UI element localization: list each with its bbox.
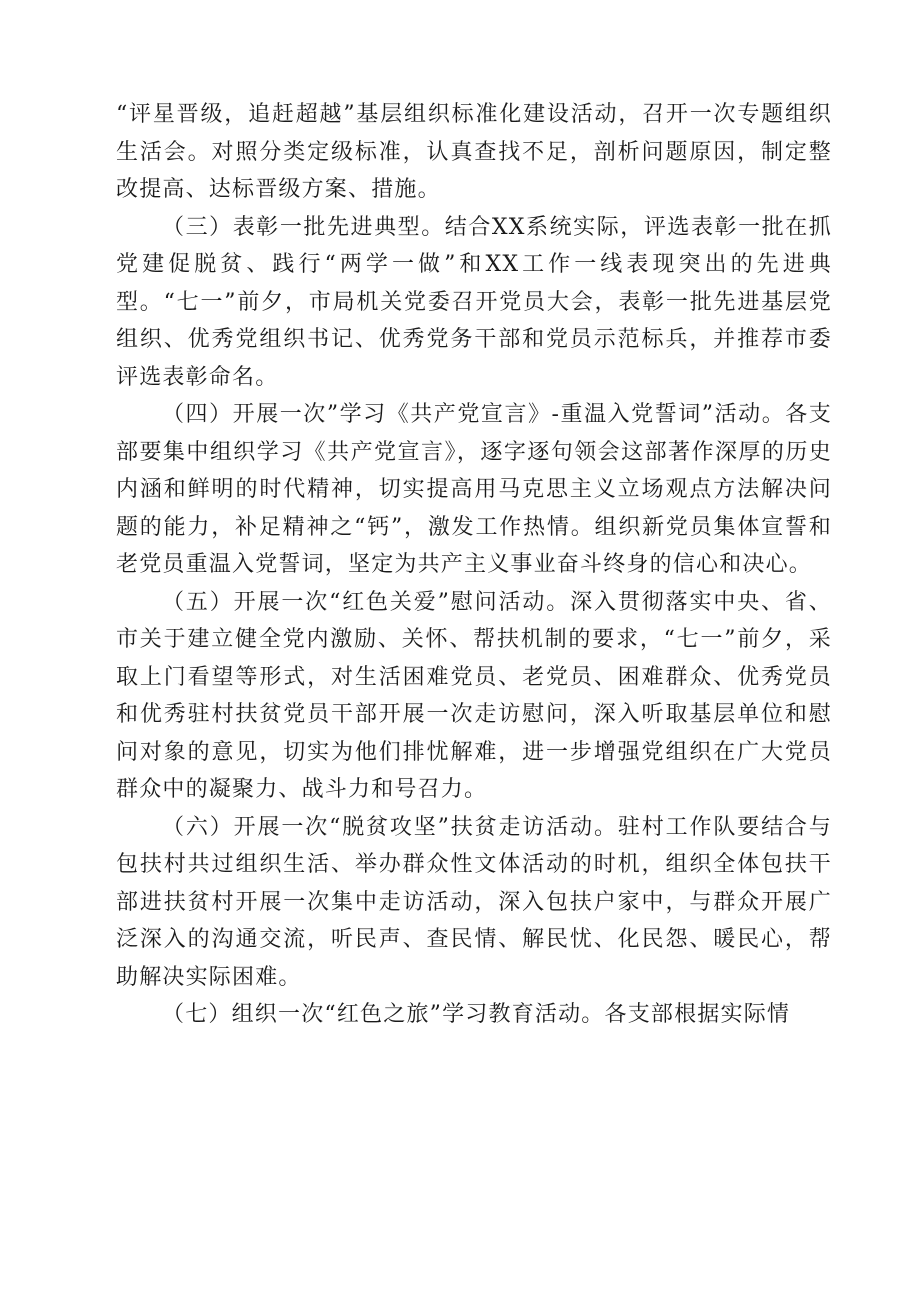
document-page (116, 96, 832, 1034)
paragraph-item-7: （七）组织一次“红色之旅”学习教育活动。各支部根据实际情 (162, 1002, 791, 1027)
paragraph-item-6: （六）开展一次“脱贫攻坚”扶贫走访活动。驻村工作队要结合与包扶村共过组织生活、举办群众性文体活动的时机，组织全体包扶干部进扶贫村开展一次集中走访活动，深入包扶户家中，与群众开展广泛深入的沟通交流，听民声、查民情、解民忧、化民怨、暖民心，帮助解决实际困难。 (116, 814, 832, 990)
paragraph-item-3: （三）表彰一批先进典型。结合XX系统实际，评选表彰一批在抓党建促脱贫、践行“两学一做”和XX工作一线表现突出的先进典型。“七一”前夕，市局机关党委召开党员大会，表彰一批先进基层党组织、优秀党组织书记、优秀党务干部和党员示范标兵，并推荐市委评选表彰命名。 (116, 214, 832, 390)
paragraph-continuation: “评星晋级，追赶超越”基层组织标准化建设活动，召开一次专题组织生活会。对照分类定级标准，认真查找不足，剖析问题原因，制定整改提高、达标晋级方案、措施。 (116, 102, 832, 202)
paragraph-item-5: （五）开展一次“红色关爱”慰问活动。深入贯彻落实中央、省、市关于建立健全党内激励、关怀、帮扶机制的要求，“七一”前夕，采取上门看望等形式，对生活困难党员、老党员、困难群众、优秀党员和优秀驻村扶贫党员干部开展一次走访慰问，深入听取基层单位和慰问对象的意见，切实为他们排忧解难，进一步增强党组织在广大党员群众中的凝聚力、战斗力和号召力。 (116, 589, 832, 802)
paragraph-item-4: （四）开展一次”学习《共产党宣言》-重温入党誓词”活动。各支部要集中组织学习《共产党宣言》，逐字逐句领会这部著作深厚的历史内涵和鲜明的时代精神，切实提高用马克思主义立场观点方法解决问题的能力，补足精神之“钙”，激发工作热情。组织新党员集体宣誓和老党员重温入党誓词，坚定为共产主义事业奋斗终身的信心和决心。 (116, 402, 832, 577)
